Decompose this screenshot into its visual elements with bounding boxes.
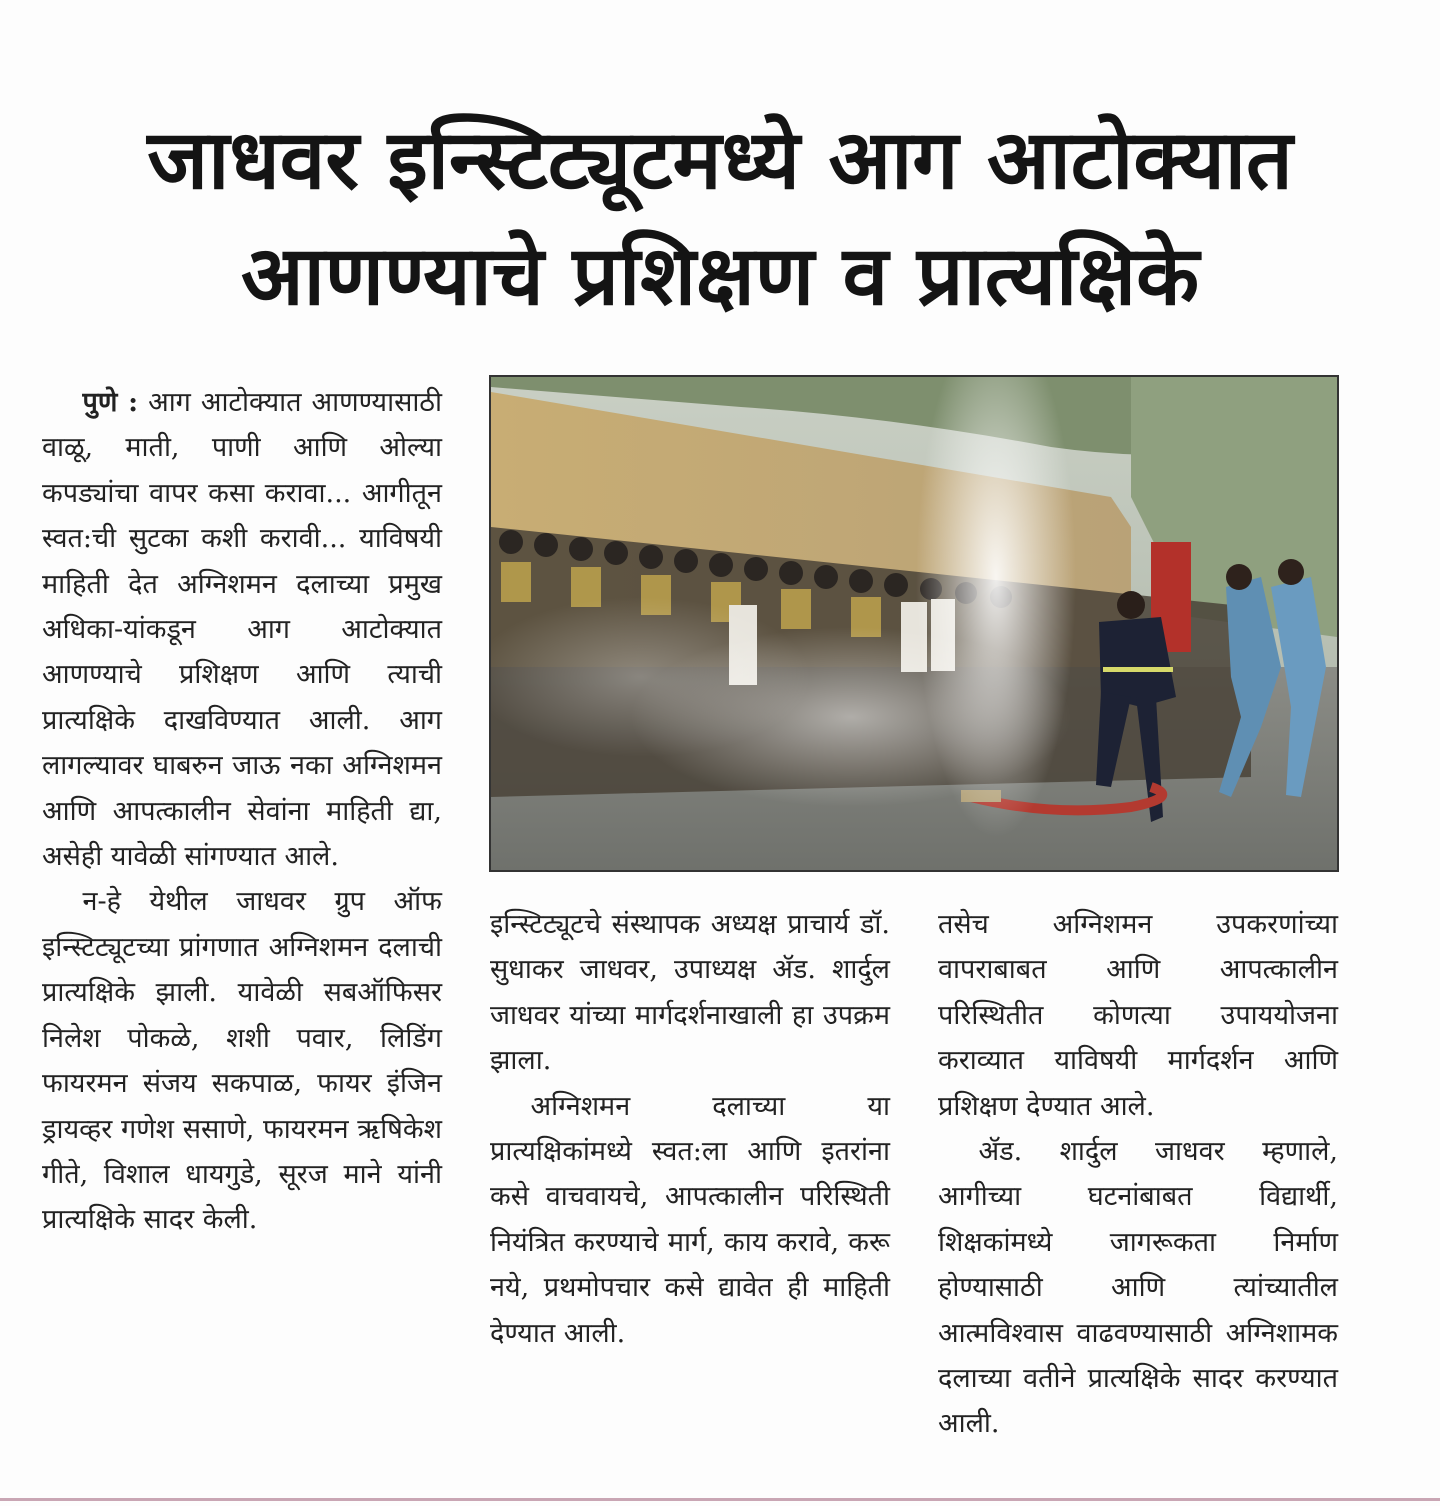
- paragraph-quote: ॲड. शार्दुल जाधवर म्हणाले, आगीच्या घटनांबाबत विद्यार्थी, शिक्षकांमध्ये जागरूकता निर्माण होण्यासाठी आणि त्यांच्यातील आत्मविश्वास वाढवण्यासाठी अग्निशामक दलाच्या वतीने प्रात्यक्षिके सादर करण्यात आली.: [938, 1136, 1338, 1440]
- paragraph-equipment: तसेच अग्निशमन उपकरणांच्या वापराबाबत आणि आपत्कालीन परिस्थितीत कोणत्या उपाययोजना कराव्यात याविषयी मार्गदर्शन आणि प्रशिक्षण देण्यात आले.: [938, 909, 1338, 1122]
- paragraph-demonstrations: अग्निशमन दलाच्या या प्रात्यक्षिकांमध्ये स्वत:ला आणि इतरांना कसे वाचवायचे, आपत्कालीन परिस्थिती नियंत्रित करण्याचे मार्ग, काय करावे, करू नये, प्रथमोपचार कसे द्यावेत ही माहिती देण्यात आली.: [490, 1090, 890, 1349]
- dateline: पुणे :: [82, 387, 139, 418]
- headline-line-1: जाधवर इन्स्टिट्यूटमध्ये आग आटोक्यात: [147, 113, 1293, 208]
- news-photo: [489, 375, 1339, 872]
- paragraph-founders: इन्स्टिट्यूटचे संस्थापक अध्यक्ष प्राचार्य डॉ. सुधाकर जाधवर, उपाध्यक्ष ॲड. शार्दुल जाधवर यांच्या मार्गदर्शनाखाली हा उपक्रम झाला.: [490, 909, 890, 1077]
- bottom-divider: [0, 1498, 1440, 1501]
- paragraph-intro: आग आटोक्यात आणण्यासाठी वाळू, माती, पाणी आणि ओल्या कपड्यांचा वापर कसा करावा... आगीतून स्वत:ची सुटका कशी करावी... याविषयी माहिती देत अग्निशमन दलाच्या प्रमुख अधिका-यांकडून आग आटोक्यात आणण्याचे प्रशिक्षण आणि त्याची प्रात्यक्षिके दाखविण्यात आली. आग लागल्यावर घाबरुन जाऊ नका अग्निशमन आणि आपत्कालीन सेवांना माहिती द्या, असेही यावेळी सांगण्यात आले.: [42, 387, 442, 873]
- paragraph-participants: न-हे येथील जाधवर ग्रुप ऑफ इन्स्टिट्यूटच्या प्रांगणात अग्निशमन दलाची प्रात्यक्षिके झाली. यावेळी सबऑफिसर निलेश पोकळे, शशी पवार, लिडिंग फायरमन संजय सकपाळ, फायर इंजिन ड्रायव्हर गणेश ससाणे, फायरमन ऋषिकेश गीते, विशाल धायगुडे, सूरज माने यांनी प्रात्यक्षिके सादर केली.: [42, 886, 442, 1236]
- fire-drill-photo: [491, 377, 1337, 870]
- article-column-2: [490, 902, 890, 1356]
- article-column-1: [42, 380, 442, 1243]
- headline-line-2: आणण्याचे प्रशिक्षण व प्रात्यक्षिके: [240, 229, 1200, 324]
- article-column-3: [938, 902, 1338, 1447]
